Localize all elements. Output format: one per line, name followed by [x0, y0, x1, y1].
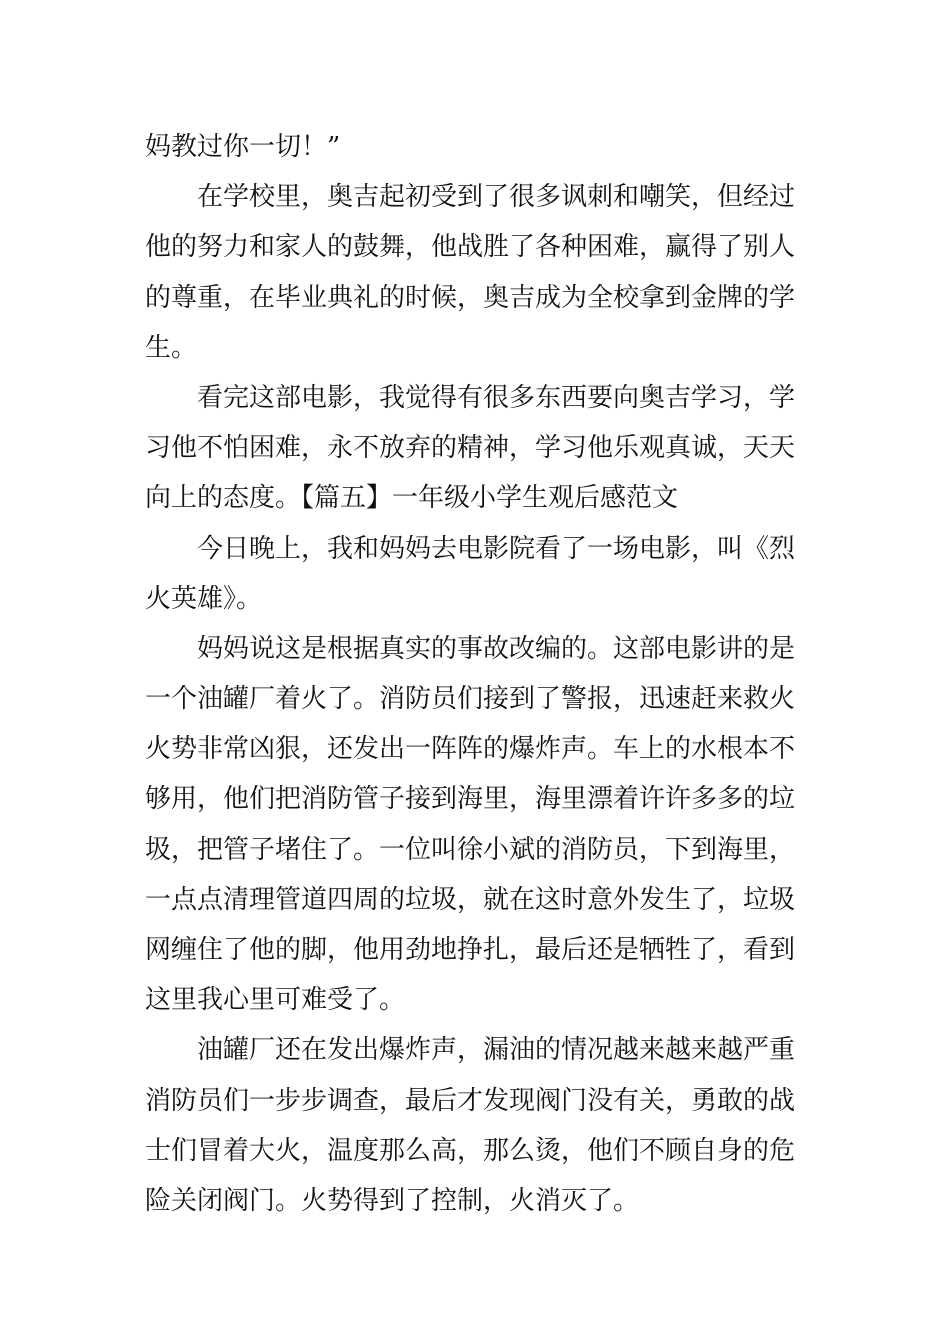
text-line: 圾，把管子堵住了。一位叫徐小斌的消防员，下到海里， — [145, 834, 796, 865]
paragraph-start-line: 在学校里，奥吉起初受到了很多讽刺和嘲笑，但经过 — [197, 182, 796, 213]
paragraph-start-line: 今日晚上，我和妈妈去电影院看了一场电影，叫《烈 — [197, 533, 796, 564]
text-line: 向上的态度。【篇五】一年级小学生观后感范文 — [145, 483, 679, 514]
document-body — [145, 122, 807, 1226]
text-line: 一个油罐厂着火了。消防员们接到了警报，迅速赶来救火 — [145, 684, 796, 715]
text-line: 火英雄》。 — [145, 583, 263, 614]
text-line: 网缠住了他的脚，他用劲地挣扎，最后还是牺牲了，看到 — [145, 935, 796, 965]
text-line: 消防员们一步步调查，最后才发现阀门没有关，勇敢的战 — [145, 1085, 796, 1116]
text-line: 生。 — [145, 332, 198, 363]
text-line: 这里我心里可难受了。 — [145, 985, 406, 1016]
text-line: 他的努力和家人的鼓舞，他战胜了各种困难，赢得了别人 — [145, 232, 796, 263]
text-line: 一点点清理管道四周的垃圾，就在这时意外发生了，垃圾 — [145, 884, 796, 915]
text-line: 火势非常凶狠，还发出一阵阵的爆炸声。车上的水根本不 — [145, 734, 796, 765]
paragraph-start-line: 妈妈说这是根据真实的事故改编的。这部电影讲的是 — [197, 633, 796, 664]
text-line: 妈教过你一切！” — [145, 132, 341, 162]
text-line: 习他不怕困难，永不放弃的精神，学习他乐观真诚，天天 — [145, 433, 796, 464]
paragraph-start-line: 油罐厂还在发出爆炸声，漏油的情况越来越来越严重 — [197, 1035, 796, 1066]
text-line: 士们冒着大火，温度那么高，那么烫，他们不顾自身的危 — [145, 1135, 796, 1166]
text-line: 险关闭阀门。火势得到了控制，火消灭了。 — [145, 1185, 640, 1216]
text-line: 够用，他们把消防管子接到海里，海里漂着许许多多的垃 — [145, 784, 796, 815]
text-line: 的尊重，在毕业典礼的时候，奥吉成为全校拿到金牌的学 — [145, 282, 796, 313]
paragraph-start-line: 看完这部电影，我觉得有很多东西要向奥吉学习，学 — [197, 382, 796, 413]
